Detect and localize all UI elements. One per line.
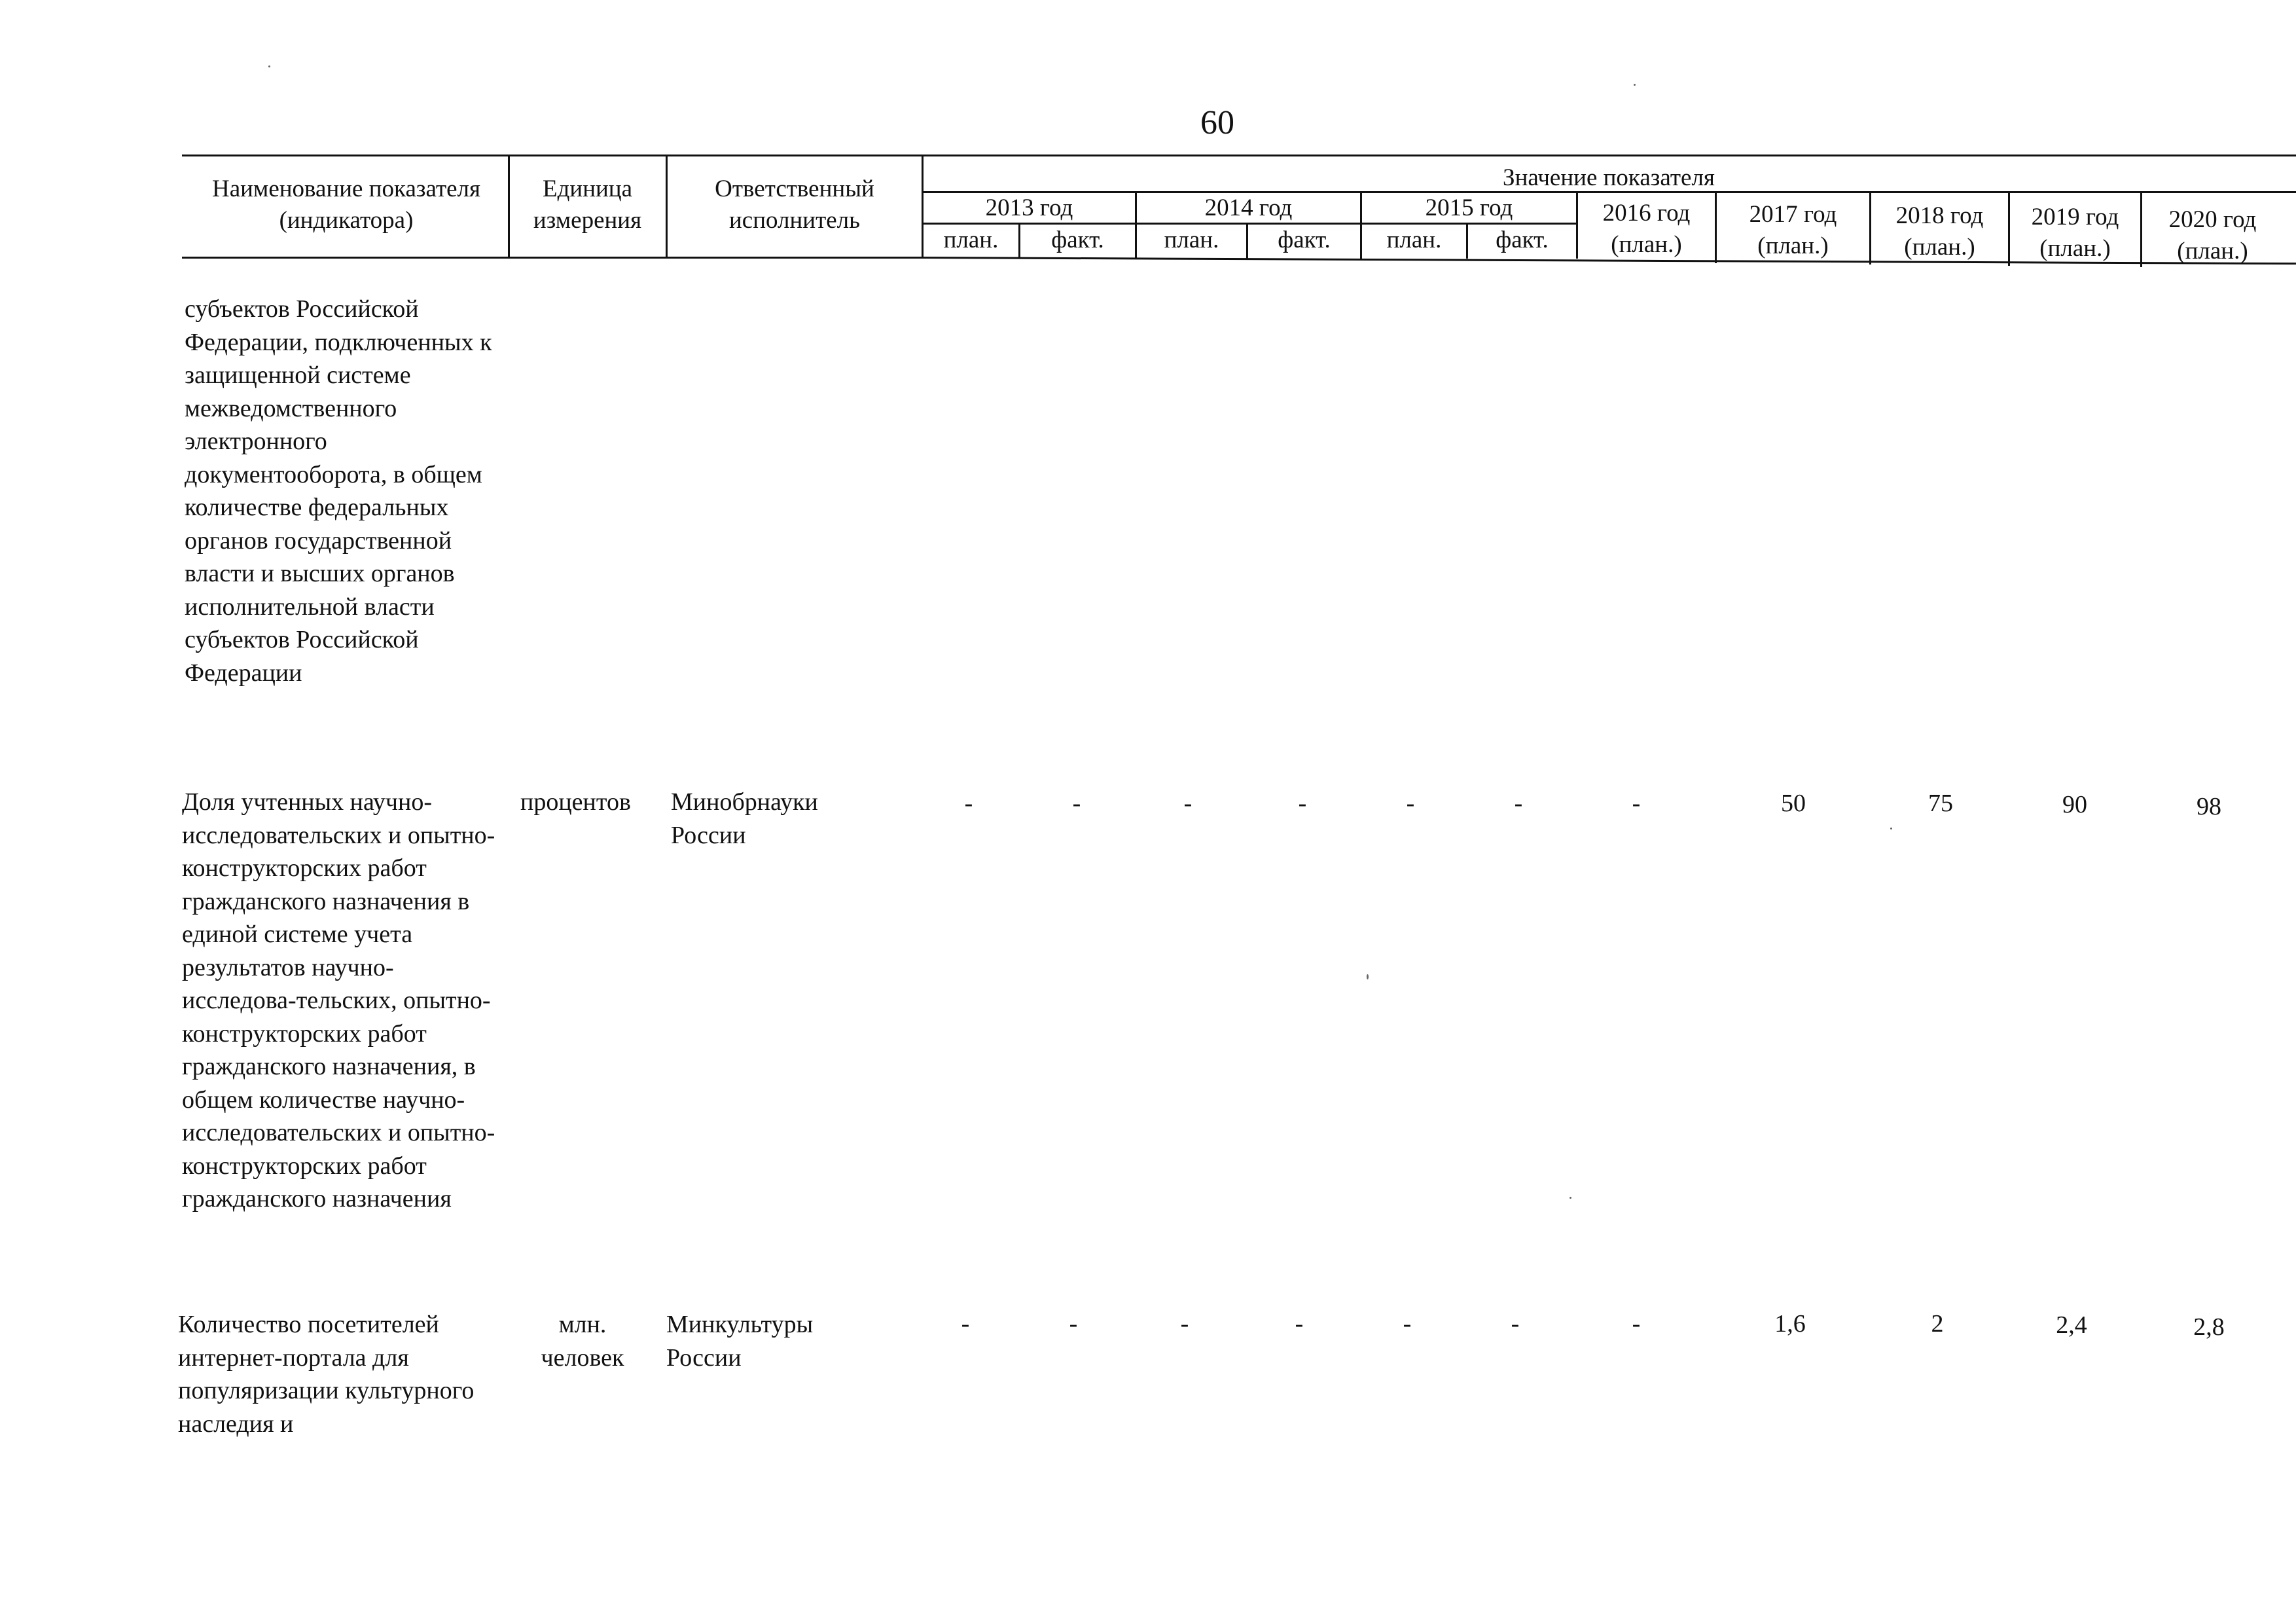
row-1-indicator-name: субъектов Российской Федерации, подключенных к защищенной системе межведомственного электронного документооборота, в общем количестве федеральных органов государственной власти и высших органов исполнительной власти субъектов Российской Федерации [185, 295, 492, 687]
value-cell: - [1295, 1310, 1304, 1338]
value-cell: 75 [1928, 790, 1953, 817]
header-executor: Ответственный исполнитель [715, 175, 874, 234]
row-3-unit: млн. человек [541, 1311, 624, 1372]
value-cell: 2 [1931, 1310, 1944, 1338]
value-cell: - [1069, 1310, 1078, 1338]
header-2015-fact: факт. [1496, 227, 1549, 253]
scan-speck [1634, 84, 1636, 86]
value-cell: - [1298, 790, 1307, 817]
header-indicator-name: Наименование показателя (индикатора) [211, 175, 481, 234]
scan-speck [1570, 1197, 1571, 1199]
value-cell: - [964, 790, 973, 817]
value-cell: - [1632, 1310, 1641, 1338]
value-cell: 1,6 [1774, 1310, 1806, 1338]
header-2013-fact: факт. [1051, 227, 1104, 253]
header-2014-plan: план. [1164, 227, 1219, 253]
value-cell: - [1403, 1310, 1412, 1338]
row-2-unit: процентов [520, 788, 631, 816]
header-year-2016: 2016 год (план.) [1602, 200, 1691, 258]
value-cell: - [1180, 1310, 1189, 1338]
header-year-2019: 2019 год (план.) [2031, 204, 2119, 262]
header-year-2015: 2015 год [1425, 194, 1513, 221]
value-cell: - [1072, 790, 1081, 817]
header-year-2014: 2014 год [1204, 194, 1293, 221]
value-cell: 90 [2062, 791, 2087, 818]
header-value-group: Значение показателя [1503, 164, 1715, 191]
value-cell: - [1632, 790, 1641, 817]
row-2-indicator-name: Доля учтенных научно-исследовательских и опытно-конструкторских работ гражданского назначения в единой системе учета результатов научно-исследова-тельских, опытно-конструкторских работ гражданского назначения, в общем количестве научно-исследовательских и опытно-конструкторских работ гражданского назначения [182, 788, 495, 1213]
header-2013-plan: план. [943, 227, 999, 253]
header-year-2013: 2013 год [985, 194, 1073, 221]
header-2015-plan: план. [1386, 227, 1442, 253]
value-cell: - [1511, 1310, 1520, 1338]
scan-speck [1890, 828, 1892, 830]
row-3-indicator-name: Количество посетителей интернет-портала для популяризации культурного наследия и [178, 1311, 475, 1438]
header-unit: Единица измерения [533, 175, 642, 234]
scan-speck [1367, 974, 1369, 979]
header-year-2020: 2020 год (план.) [2168, 206, 2257, 264]
page-number: 60 [1200, 104, 1234, 141]
value-cell: - [1406, 790, 1415, 817]
header-year-2018: 2018 год (план.) [1895, 202, 1984, 261]
value-cell: - [1514, 790, 1523, 817]
header-year-2017: 2017 год (план.) [1749, 201, 1837, 259]
row-3-executor: Минкультуры России [666, 1311, 814, 1372]
value-cell: 50 [1781, 790, 1806, 817]
value-cell: 98 [2197, 793, 2221, 820]
row-2-executor: Минобрнауки России [671, 788, 818, 849]
value-cell: - [1183, 790, 1193, 817]
header-2014-fact: факт. [1278, 227, 1331, 253]
value-cell: 2,8 [2193, 1313, 2225, 1341]
value-cell: 2,4 [2056, 1311, 2087, 1339]
value-cell: - [961, 1310, 970, 1338]
scan-speck [268, 65, 270, 67]
